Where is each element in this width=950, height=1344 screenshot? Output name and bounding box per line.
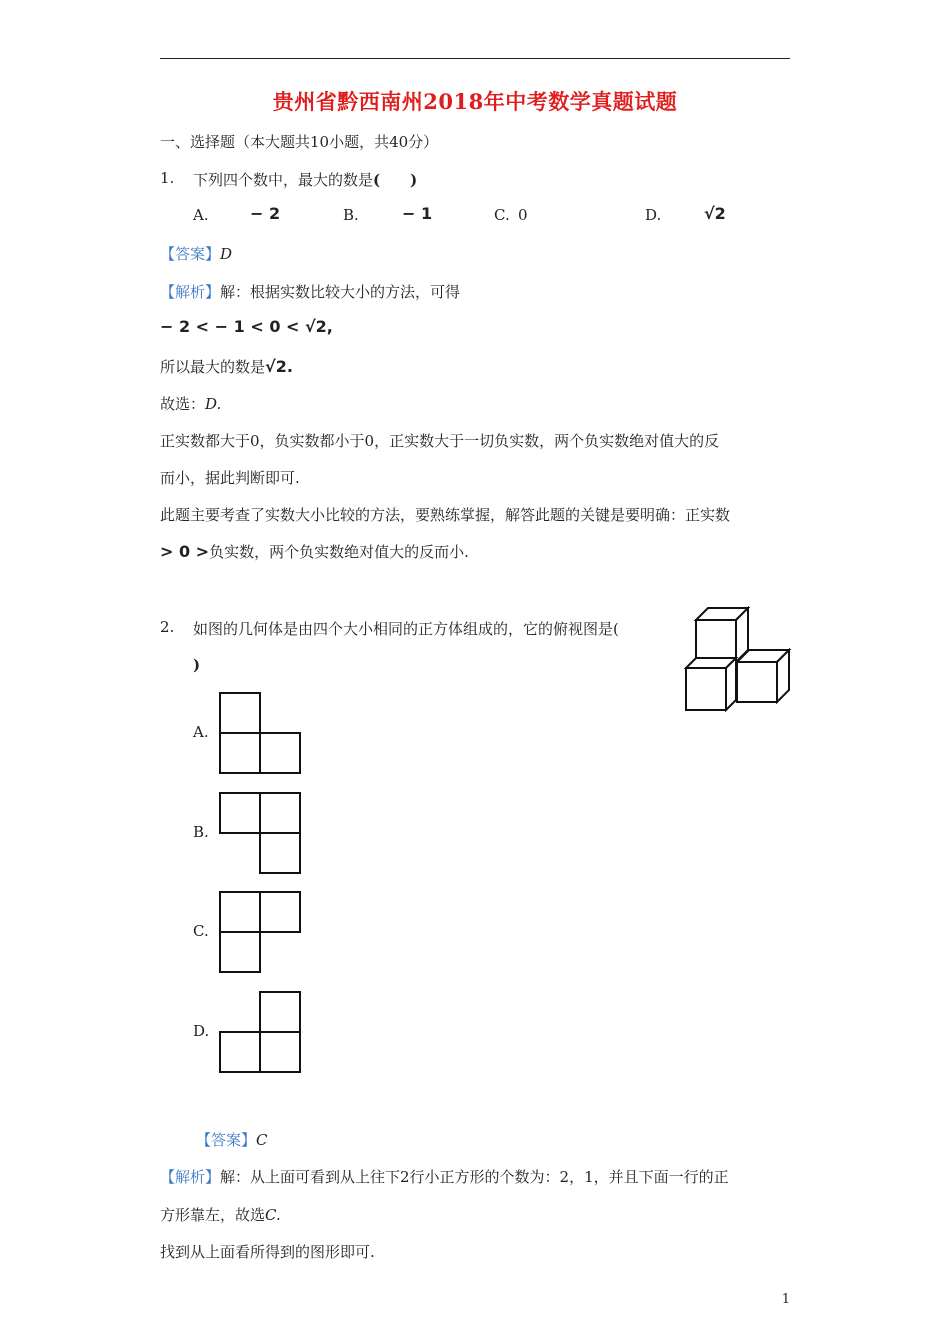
section-heading: 一、选择题（本大题共10小题，共40分） (160, 133, 439, 151)
square (259, 792, 301, 834)
square (259, 832, 301, 874)
q1-analysis (160, 281, 460, 302)
q1-stem-text: 下列四个数中，最大的数是 (193, 171, 374, 189)
q2-analysis (160, 1166, 729, 1187)
square (259, 732, 301, 774)
square (219, 792, 261, 834)
square (219, 1031, 261, 1073)
choose-value: D. (205, 395, 222, 413)
q2-option-d-label: D. (193, 1022, 210, 1040)
para2-line2-text: 负实数，两个负实数绝对值大的反而小. (209, 543, 469, 561)
q1-line-4 (160, 393, 221, 414)
line-3-text: 所以最大的数是 (160, 358, 266, 376)
q1-number: 1. (160, 169, 175, 187)
q1-para1-line1: 正实数都大于0，负实数都小于0，正实数大于一切负实数，两个负实数绝对值大的反 (160, 432, 720, 450)
q1-answer (160, 243, 232, 264)
q2-stem: 如图的几何体是由四个大小相同的正方体组成的，它的俯视图是( (193, 620, 619, 638)
square (219, 732, 261, 774)
square (219, 931, 261, 973)
choose-text: 故选： (160, 395, 206, 413)
square (259, 991, 301, 1033)
q2-option-c-label: C. (193, 922, 209, 940)
q2-paren-close: ) (193, 656, 201, 674)
q2-analysis-line2 (160, 1204, 281, 1225)
choose-value: C. (265, 1206, 281, 1224)
page-title: 贵州省黔西南州2018年中考数学真题试题 (272, 89, 678, 114)
q1-stem (193, 169, 417, 190)
q1-line-3 (160, 356, 293, 377)
square (219, 692, 261, 734)
q1-option-a-label: A. (193, 206, 209, 224)
q1-para1-line2: 而小，据此判断即可. (160, 469, 300, 487)
analysis-tag: 【解析】 (160, 283, 221, 301)
answer-value: C (256, 1131, 268, 1149)
square (259, 1031, 301, 1073)
page-number: 1 (781, 1292, 790, 1307)
q2-answer (196, 1129, 268, 1150)
analysis-line-2: 方形靠左，故选 (160, 1206, 266, 1224)
q1-option-b-label: B. (343, 206, 359, 224)
inequality: − 2 < − 1 < 0 < √2, (160, 317, 333, 336)
square (259, 891, 301, 933)
analysis-tag: 【解析】 (160, 1168, 221, 1186)
top-rule (160, 58, 790, 59)
q2-option-b-label: B. (193, 823, 209, 841)
q1-option-d-label: D. (645, 206, 662, 224)
q1-para2-line1: 此题主要考查了实数大小比较的方法，要熟练掌握，解答此题的关键是要明确：正实数 (160, 506, 731, 524)
ineq-fragment: > 0 > (160, 542, 210, 561)
q1-option-c-value: 0 (518, 206, 528, 224)
sqrt2-value: √2. (265, 357, 293, 376)
analysis-line-1: 解：根据实数比较大小的方法，可得 (220, 283, 461, 301)
answer-tag: 【答案】 (160, 245, 221, 263)
q1-option-c-label: C. (494, 206, 510, 224)
q2-number: 2. (160, 618, 175, 636)
q1-option-d-value: √2 (704, 204, 726, 223)
answer-value: D (220, 245, 233, 263)
answer-tag: 【答案】 (196, 1131, 257, 1149)
square (219, 891, 261, 933)
q1-para2-line2 (160, 541, 469, 562)
q2-summary: 找到从上面看所得到的图形即可. (160, 1243, 375, 1261)
cube-figure (684, 606, 792, 712)
q1-option-a-value: − 2 (250, 204, 281, 223)
q1-option-b-value: − 1 (402, 204, 433, 223)
q2-option-a-label: A. (193, 723, 209, 741)
q1-paren: ( ) (373, 171, 418, 189)
analysis-line-1: 解：从上面可看到从上往下2行小正方形的个数为：2，1，并且下面一行的正 (220, 1168, 729, 1186)
